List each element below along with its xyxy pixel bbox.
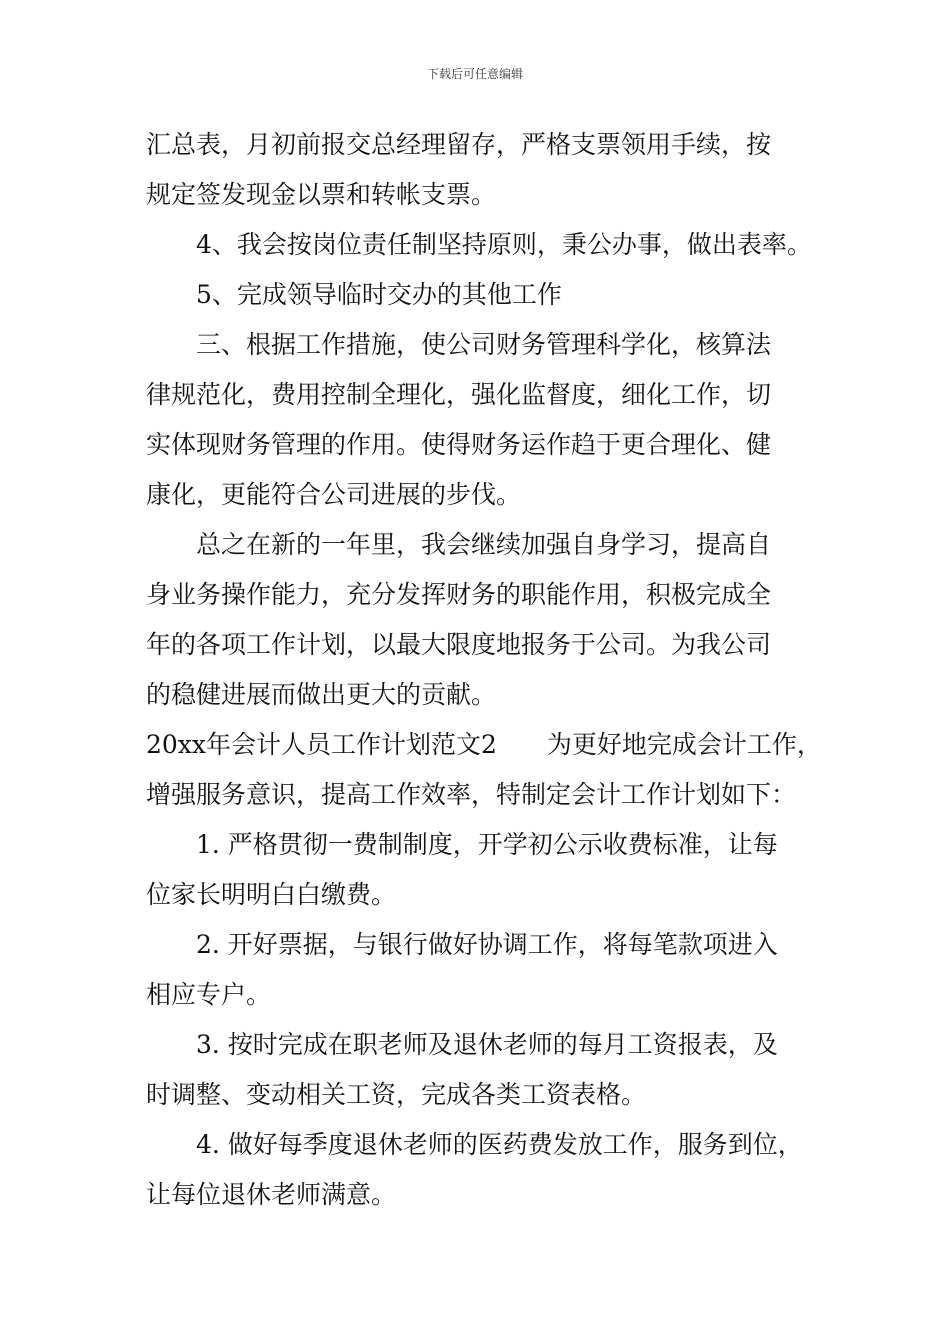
section-heading: 20xx年会计人员工作计划范文2 [146, 730, 497, 759]
paragraph-line: 实体现财务管理的作用。使得财务运作趋于更合理化、健 [146, 430, 772, 459]
paragraph-line: 增强服务意识，提高工作效率，特制定会计工作计划如下： [146, 780, 797, 809]
paragraph-line: 汇总表，月初前报交总经理留存，严格支票领用手续，按 [146, 130, 772, 159]
paragraph-line: 规定签发现金以票和转帐支票。 [146, 180, 497, 209]
paragraph-line: 总之在新的一年里，我会继续加强自身学习，提高自 [196, 530, 772, 559]
list-item-line: 1. 严格贯彻一费制制度，开学初公示收费标准，让每 [196, 830, 778, 859]
list-item-line: 4. 做好每季度退休老师的医药费发放工作，服务到位， [196, 1130, 803, 1159]
paragraph-line: 三、根据工作措施，使公司财务管理科学化，核算法 [196, 330, 772, 359]
list-item-line: 时调整、变动相关工资，完成各类工资表格。 [146, 1080, 647, 1109]
paragraph-line: 身业务操作能力，充分发挥财务的职能作用，积极完成全 [146, 580, 772, 609]
paragraph-line: 康化，更能符合公司进展的步伐。 [146, 480, 522, 509]
section-heading-line [146, 728, 822, 762]
paragraph-line: 5、完成领导临时交办的其他工作 [196, 280, 562, 309]
list-item-line: 位家长明明白白缴费。 [146, 880, 397, 909]
paragraph-line: 年的各项工作计划，以最大限度地报务于公司。为我公司 [146, 630, 772, 659]
paragraph-line: 律规范化，费用控制全理化，强化监督度，细化工作，切 [146, 380, 772, 409]
list-item-line: 3. 按时完成在职老师及退休老师的每月工资报表，及 [196, 1030, 778, 1059]
list-item-line: 让每位退休老师满意。 [146, 1180, 397, 1209]
page-header: 下载后可任意编辑 [426, 67, 523, 81]
paragraph-line: 的稳健进展而做出更大的贡献。 [146, 680, 497, 709]
paragraph-line: 4、我会按岗位责任制坚持原则，秉公办事，做出表率。 [196, 230, 812, 259]
list-item-line: 相应专户。 [146, 980, 272, 1009]
list-item-line: 2. 开好票据，与银行做好协调工作，将每笔款项进入 [196, 930, 778, 959]
paragraph-text: 为更好地完成会计工作， [546, 730, 822, 759]
